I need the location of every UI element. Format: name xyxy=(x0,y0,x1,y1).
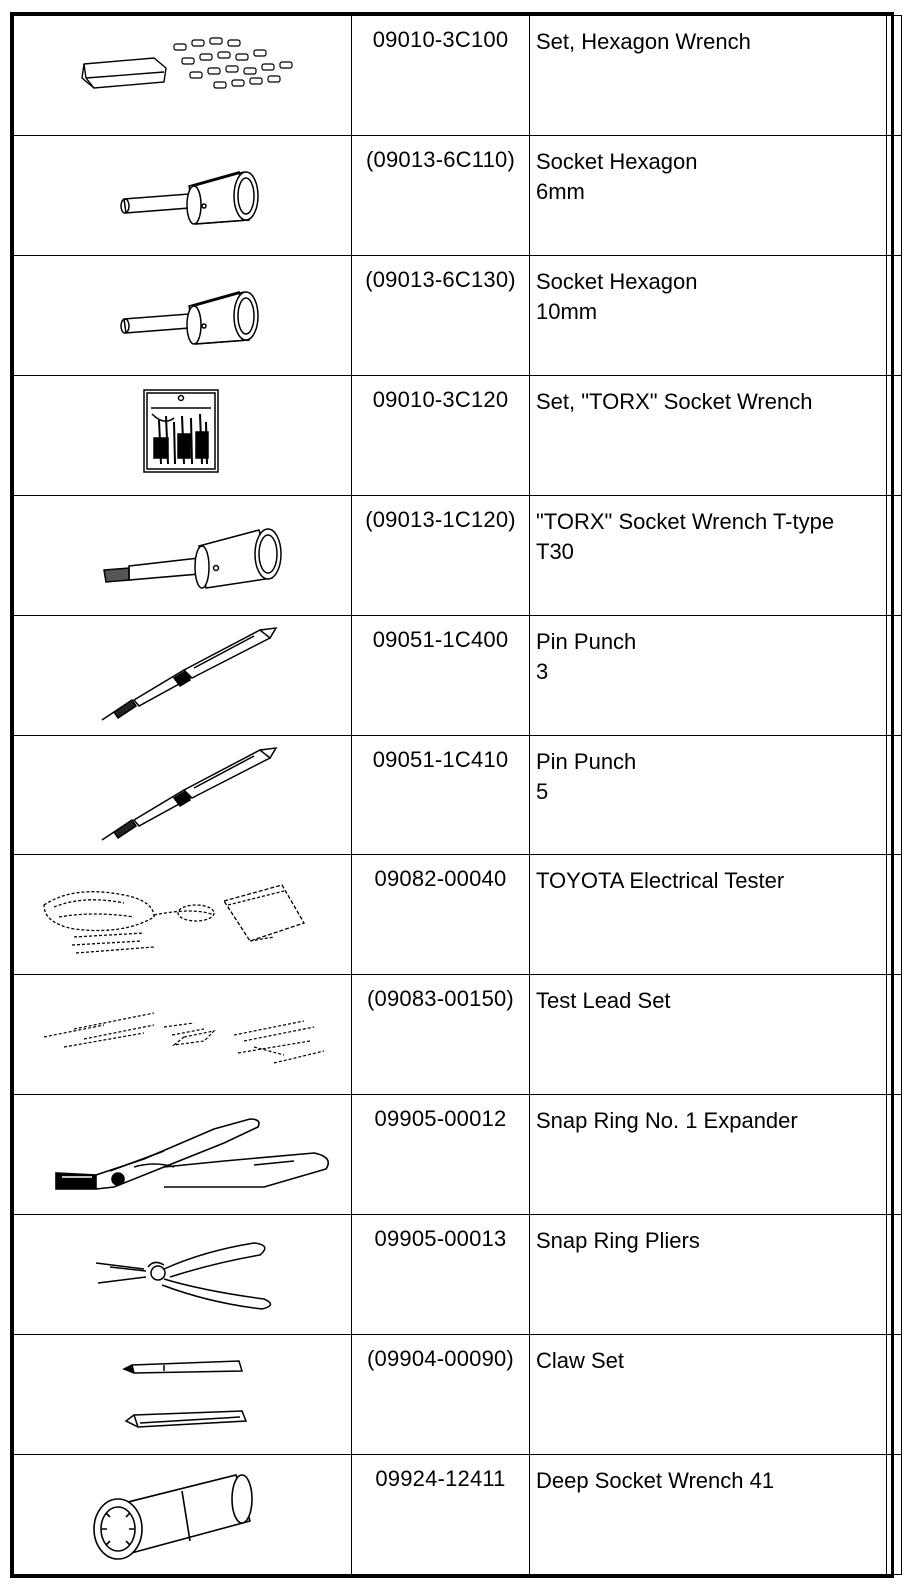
tool-name-line: Socket Hexagon xyxy=(536,148,698,174)
tool-name xyxy=(530,255,887,375)
tool-name-line: Snap Ring Pliers xyxy=(536,1228,700,1254)
tool-name xyxy=(530,615,887,735)
hexagon-wrench-set-icon xyxy=(14,16,351,126)
tool-name-line: Socket Hexagon xyxy=(536,268,698,294)
blank-column-cell xyxy=(887,615,902,735)
blank-column-cell xyxy=(887,255,902,375)
hexagon-socket-icon xyxy=(14,256,351,366)
tool-name xyxy=(530,375,887,495)
tool-name xyxy=(530,975,887,1095)
tool-illustration-cell xyxy=(14,1095,352,1215)
tool-name-line: Deep Socket Wrench 41 xyxy=(536,1468,775,1494)
tool-table-frame xyxy=(10,12,894,1578)
part-number: 09924-12411 xyxy=(352,1455,530,1575)
tool-name-line: TOYOTA Electrical Tester xyxy=(536,868,785,894)
tool-spec-line: T30 xyxy=(536,538,574,564)
tool-illustration-cell xyxy=(14,255,352,375)
tool-spec-line: 5 xyxy=(536,778,549,804)
tool-illustration-cell xyxy=(14,975,352,1095)
tool-name xyxy=(530,1215,887,1335)
electrical-tester-icon xyxy=(14,855,351,965)
table-row xyxy=(14,615,902,735)
blank-column-cell xyxy=(887,735,902,855)
table-row xyxy=(14,1455,902,1575)
tool-illustration-cell xyxy=(14,135,352,255)
tool-name-line: "TORX" Socket Wrench T-type xyxy=(536,508,835,534)
tool-name xyxy=(530,16,887,136)
part-number: (09013-6C130) xyxy=(352,255,530,375)
part-number: 09905-00013 xyxy=(352,1215,530,1335)
blank-column-cell xyxy=(887,1335,902,1455)
tool-spec-line: 3 xyxy=(536,658,549,684)
tool-illustration-cell xyxy=(14,375,352,495)
table-row xyxy=(14,1095,902,1215)
tool-name xyxy=(530,135,887,255)
tool-illustration-cell xyxy=(14,855,352,975)
table-row xyxy=(14,375,902,495)
part-number: (09904-00090) xyxy=(352,1335,530,1455)
table-row xyxy=(14,16,902,136)
tool-name xyxy=(530,1335,887,1455)
table-row xyxy=(14,855,902,975)
deep-socket-wrench-icon xyxy=(14,1455,351,1565)
tool-spec-line: 6mm xyxy=(536,178,585,204)
special-tools-table xyxy=(13,15,902,1575)
tool-name-line: Claw Set xyxy=(536,1348,625,1374)
tool-name-line: Set, Hexagon Wrench xyxy=(536,29,751,54)
pin-punch-icon xyxy=(14,736,351,846)
tool-illustration-cell xyxy=(14,1215,352,1335)
torx-socket-wrench-icon xyxy=(14,496,351,606)
blank-column-cell xyxy=(887,1095,902,1215)
part-number: (09013-1C120) xyxy=(352,495,530,615)
tool-illustration-cell xyxy=(14,16,352,136)
tool-illustration-cell xyxy=(14,735,352,855)
test-lead-set-icon xyxy=(14,975,351,1085)
part-number: 09010-3C120 xyxy=(352,375,530,495)
claw-set-icon xyxy=(14,1335,351,1445)
blank-column-cell xyxy=(887,975,902,1095)
tool-illustration-cell xyxy=(14,615,352,735)
part-number: 09010-3C100 xyxy=(352,16,530,136)
tool-name-line: Pin Punch xyxy=(536,628,637,654)
table-row xyxy=(14,1335,902,1455)
blank-column-cell xyxy=(887,495,902,615)
table-row xyxy=(14,495,902,615)
table-row xyxy=(14,735,902,855)
part-number: 09051-1C400 xyxy=(352,615,530,735)
pin-punch-icon xyxy=(14,616,351,726)
table-row xyxy=(14,975,902,1095)
part-number: (09083-00150) xyxy=(352,975,530,1095)
hexagon-socket-icon xyxy=(14,136,351,246)
tool-name-line: Set, "TORX" Socket Wrench xyxy=(536,388,813,414)
tool-name-line: Pin Punch xyxy=(536,748,637,774)
tool-name xyxy=(530,855,887,975)
snap-ring-pliers-icon xyxy=(14,1215,351,1325)
blank-column-cell xyxy=(887,16,902,136)
tool-spec-line: 10mm xyxy=(536,298,598,324)
table-row xyxy=(14,135,902,255)
blank-column-cell xyxy=(887,1215,902,1335)
part-number: 09051-1C410 xyxy=(352,735,530,855)
tool-illustration-cell xyxy=(14,1455,352,1575)
torx-socket-set-icon xyxy=(14,376,351,486)
blank-column-cell xyxy=(887,1455,902,1575)
tool-illustration-cell xyxy=(14,495,352,615)
tool-name xyxy=(530,1095,887,1215)
part-number: 09082-00040 xyxy=(352,855,530,975)
tool-name-line: Test Lead Set xyxy=(536,988,671,1014)
tool-name xyxy=(530,1455,887,1575)
snap-ring-expander-icon xyxy=(14,1095,351,1205)
blank-column-cell xyxy=(887,375,902,495)
table-row xyxy=(14,255,902,375)
part-number: 09905-00012 xyxy=(352,1095,530,1215)
tool-name xyxy=(530,735,887,855)
table-row xyxy=(14,1215,902,1335)
tool-illustration-cell xyxy=(14,1335,352,1455)
tool-name-line: Snap Ring No. 1 Expander xyxy=(536,1108,798,1134)
blank-column-cell xyxy=(887,855,902,975)
blank-column-cell xyxy=(887,135,902,255)
part-number: (09013-6C110) xyxy=(352,135,530,255)
tool-name xyxy=(530,495,887,615)
